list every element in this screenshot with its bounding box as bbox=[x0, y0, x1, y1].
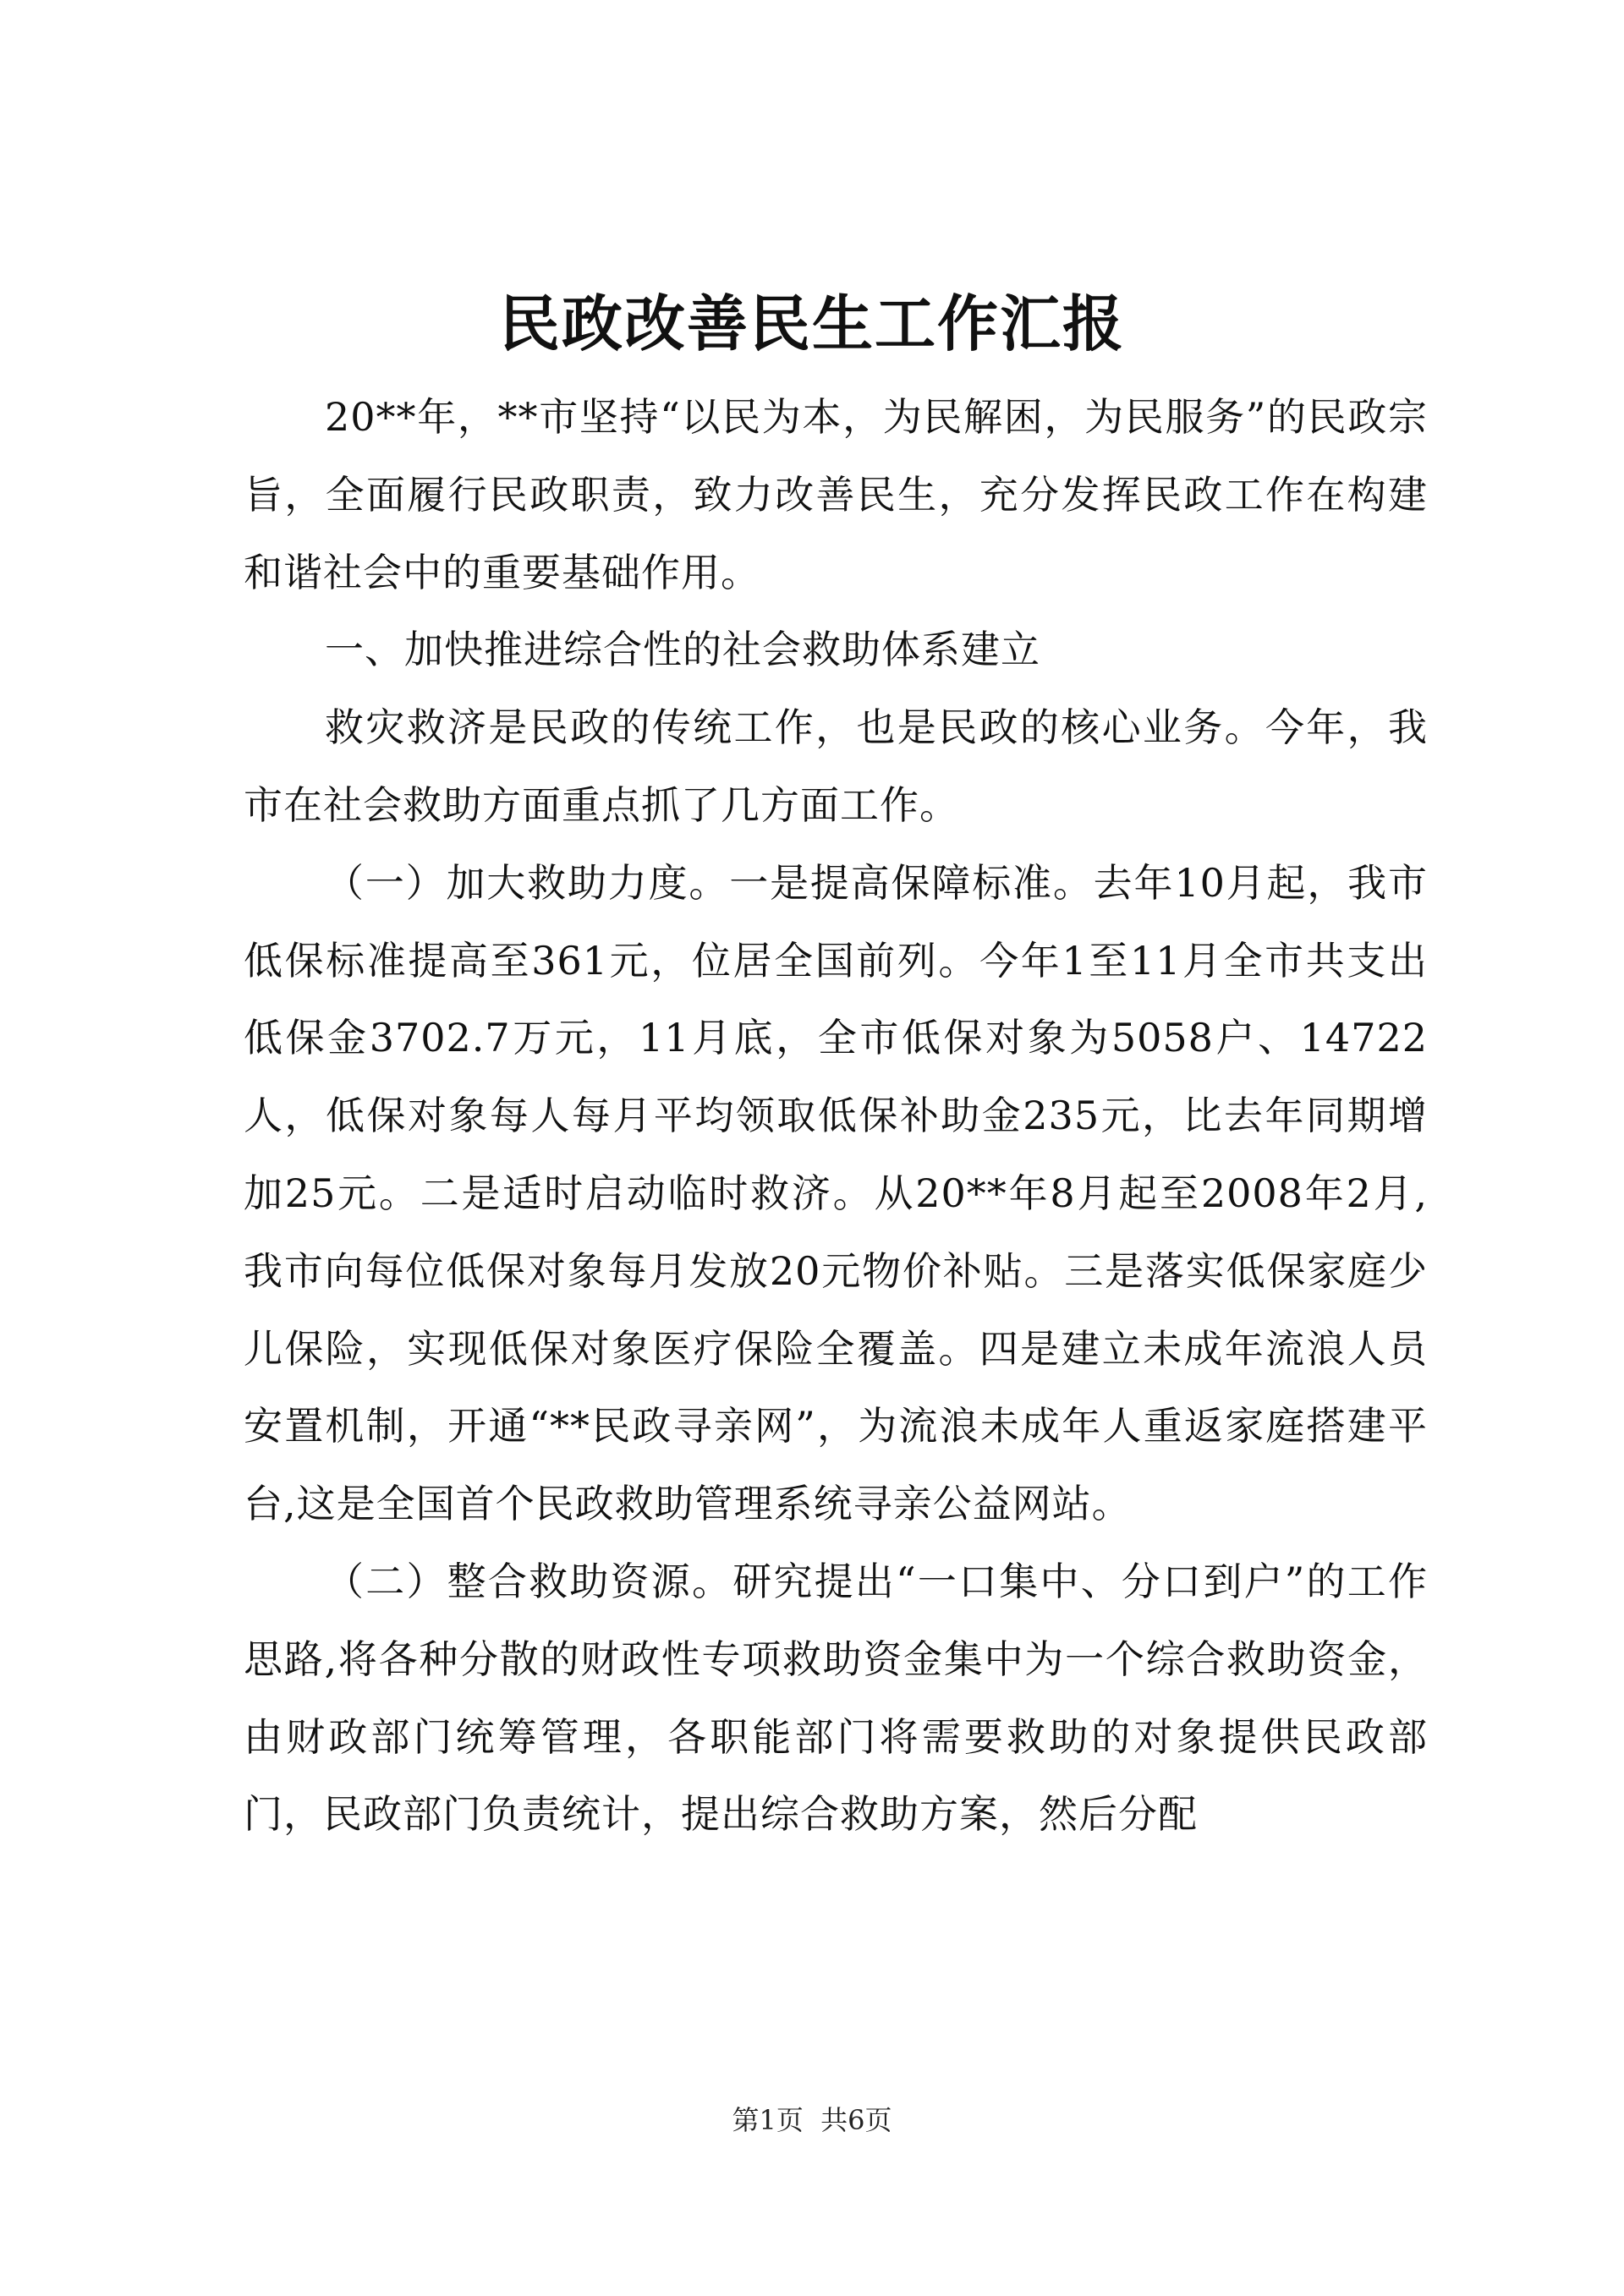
paragraph-subsection-2: （二）整合救助资源。研究提出“一口集中、分口到户”的工作思路,将各种分散的财政性专项救助资金集中为一个综合救助资金，由财政部门统筹管理，各职能部门将需要救助的对象提供民政部门，民政部门负责统计，提出综合救助方案，然后分配 bbox=[244, 1558, 1428, 1838]
document-body bbox=[244, 379, 1428, 1854]
paragraph-relief: 救灾救济是民政的传统工作，也是民政的核心业务。今年，我市在社会救助方面重点抓了几方面工作。 bbox=[244, 704, 1428, 828]
paragraph-subsection-1: （一）加大救助力度。一是提高保障标准。去年10月起，我市低保标准提高至361元，位居全国前列。今年1至11月全市共支出低保金3702.7万元，11月底，全市低保对象为5058户、14722人，低保对象每人每月平均领取低保补助金235元，比去年同期增加25元。二是适时启动临时救济。从20**年8月起至2008年2月,我市向每位低保对象每月发放20元物价补贴。三是落实低保家庭少儿保险，实现低保对象医疗保险全覆盖。四是建立未成年流浪人员安置机制，开通“**民政寻亲网”，为流浪未成年人重返家庭搭建平台,这是全国首个民政救助管理系统寻亲公益网站。 bbox=[244, 859, 1428, 1527]
page-total: 共6页 bbox=[820, 2104, 892, 2136]
page-footer bbox=[0, 2103, 1624, 2137]
section-heading-1: 一、加快推进综合性的社会救助体系建立 bbox=[325, 627, 1040, 673]
paragraph-intro: 20**年，**市坚持“以民为本，为民解困，为民服务”的民政宗旨，全面履行民政职责，致力改善民生，充分发挥民政工作在构建和谐社会中的重要基础作用。 bbox=[244, 394, 1428, 595]
page-number: 第1页 bbox=[732, 2104, 804, 2136]
document-title: 民政改善民生工作汇报 bbox=[498, 288, 1125, 359]
